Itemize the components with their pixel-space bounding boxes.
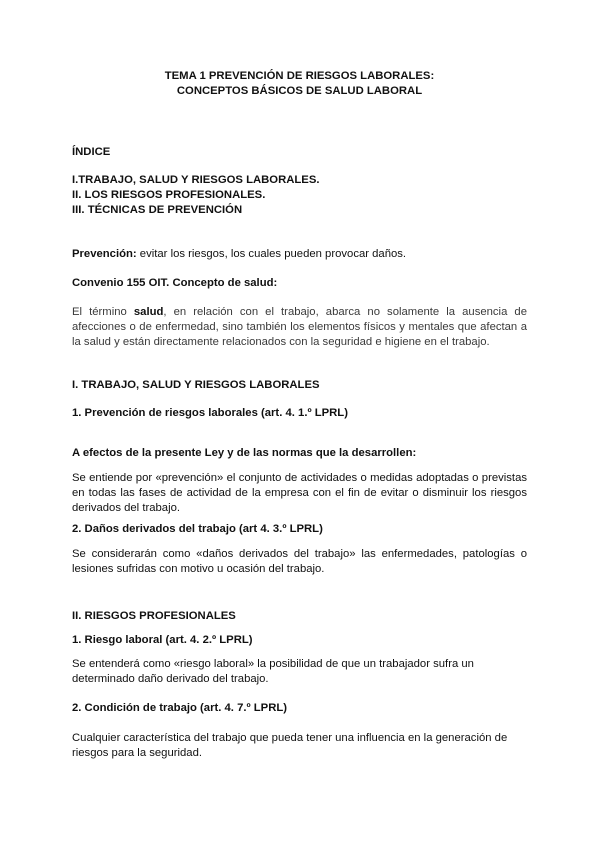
prevention-text: evitar los riesgos, los cuales pueden provocar daños. [136, 248, 407, 260]
effects-heading: A efectos de la presente Ley y de las normas que la desarrollen: [72, 447, 417, 459]
section-1-sub-1: 1. Prevención de riesgos laborales (art. 4. 1.º LPRL) [72, 407, 348, 419]
risk-definition [72, 657, 527, 687]
health-text-before: El término [72, 306, 134, 318]
index-item-1: I.TRABAJO, SALUD Y RIESGOS LABORALES. [72, 174, 320, 186]
prevention-label: Prevención: [72, 248, 137, 260]
convenio-heading: Convenio 155 OIT. Concepto de salud: [72, 277, 278, 289]
section-1-sub-2: 2. Daños derivados del trabajo (art 4. 3.º LPRL) [72, 523, 323, 535]
prevention-definition [72, 247, 527, 262]
section-2-sub-2: 2. Condición de trabajo (art. 4. 7.º LPRL) [72, 702, 288, 714]
index-item-2: II. LOS RIESGOS PROFESIONALES. [72, 189, 266, 201]
section-2-heading: II. RIESGOS PROFESIONALES [72, 610, 236, 622]
index-heading: ÍNDICE [72, 146, 111, 158]
health-term: salud [133, 306, 164, 318]
health-text-after: , en relación con el trabajo, abarca no solamente la ausencia de afecciones o de enfermedad, sino también los elementos físicos y mentales que afectan a la salud y están directamente relacionados con la seguridad e higiene en el trabajo. [72, 306, 527, 348]
title-line-1: TEMA 1 PREVENCIÓN DE RIESGOS LABORALES: [164, 70, 435, 82]
condition-definition [72, 731, 527, 761]
document-title [72, 69, 527, 99]
section-1-heading: I. TRABAJO, SALUD Y RIESGOS LABORALES [72, 379, 320, 391]
index-item-3: III. TÉCNICAS DE PREVENCIÓN [72, 204, 243, 216]
condition-definition-line-1: Cualquier característica del trabajo que pueda tener una influencia en la generación de [72, 732, 508, 744]
index-list [72, 173, 527, 218]
condition-definition-line-2: riesgos para la seguridad. [72, 747, 202, 759]
risk-definition-line-1: Se entenderá como «riesgo laboral» la posibilidad de que un trabajador sufra un [72, 658, 474, 670]
risk-definition-line-2: determinado daño derivado del trabajo. [72, 673, 269, 685]
section-2-sub-1: 1. Riesgo laboral (art. 4. 2.º LPRL) [72, 634, 253, 646]
damages-definition: Se considerarán como «daños derivados del trabajo» las enfermedades, patologías o lesiones sufridas con motivo u ocasión del trabajo. [72, 548, 527, 575]
health-definition [72, 305, 527, 350]
prevention-legal-definition: Se entiende por «prevención» el conjunto de actividades o medidas adoptadas o previstas en todas las fases de actividad de la empresa con el fin de evitar o disminuir los riesgos derivados del trabajo. [72, 472, 527, 514]
title-line-2: CONCEPTOS BÁSICOS DE SALUD LABORAL [176, 85, 423, 97]
